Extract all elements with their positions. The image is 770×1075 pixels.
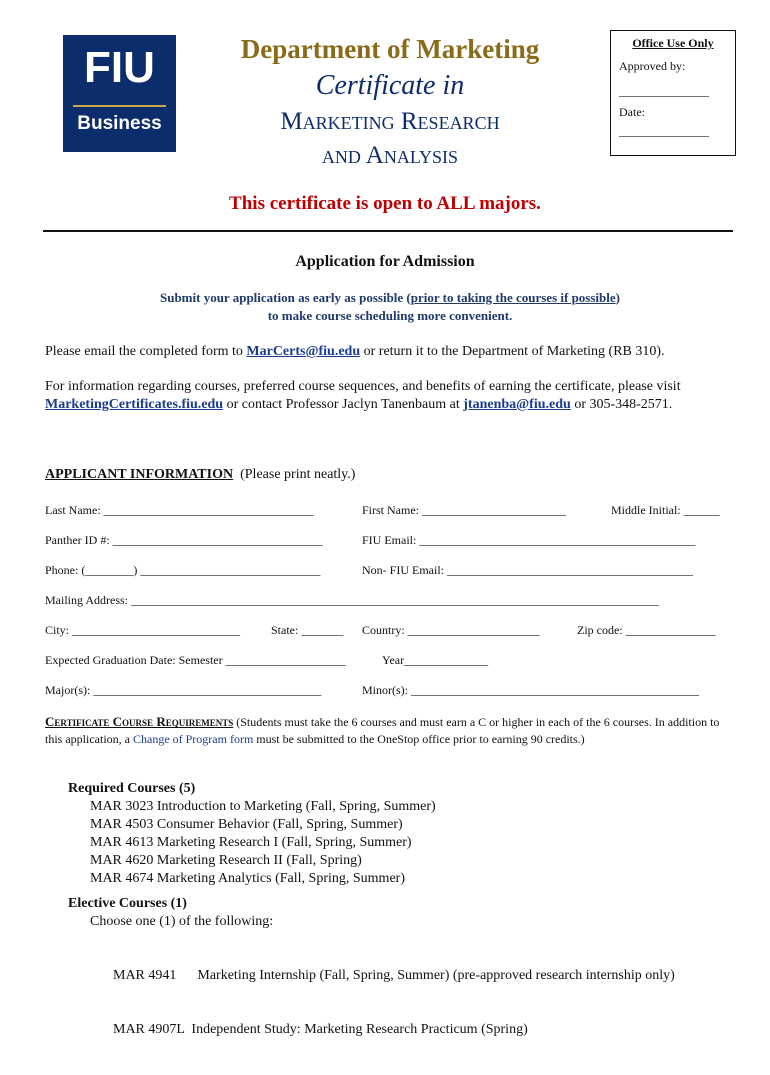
email-link[interactable]: MarCerts@fiu.edu <box>246 344 361 359</box>
requirements-heading: Certificate Course Requirements <box>45 714 234 729</box>
application-title: Application for Admission <box>295 253 475 270</box>
program-title-line2: and Analysis <box>321 142 459 169</box>
info-instructions: For information regarding courses, preferred course sequences, and benefits of earning the certificate, please visit MarketingCertificates.fiu.edu or contact Professor Jaclyn Tanenbaum at jtanenba@fiu.edu or 305-348-2571. <box>45 379 681 412</box>
majors-field[interactable]: Major(s): ______________________________________ <box>45 683 322 697</box>
list-item: MAR 4503 Consumer Behavior (Fall, Spring, Summer) <box>90 817 403 832</box>
header-divider <box>43 230 733 232</box>
certificate-title: Certificate in <box>315 70 465 101</box>
office-use-box <box>610 30 736 156</box>
first-name-field[interactable]: First Name: ________________________ <box>362 503 566 517</box>
list-item: MAR 4907L Independent Study: Marketing Research Practicum (Spring) <box>113 1022 528 1037</box>
approved-by-label: Approved by: <box>619 59 686 73</box>
logo-divider <box>73 105 166 107</box>
department-title: Department of Marketing <box>240 34 540 64</box>
elective-choose-text: Choose one (1) of the following: <box>90 914 274 929</box>
middle-initial-field[interactable]: Middle Initial: ______ <box>611 503 720 517</box>
zip-code-field[interactable]: Zip code: _______________ <box>577 623 716 637</box>
minors-field[interactable]: Minor(s): ________________________________________________ <box>362 683 699 697</box>
program-title-line1: Marketing Research <box>280 108 500 135</box>
list-item: MAR 4674 Marketing Analytics (Fall, Spring, Summer) <box>90 871 405 886</box>
office-use-title: Office Use Only <box>632 36 714 50</box>
non-fiu-email-field[interactable]: Non- FIU Email: _________________________________________ <box>362 563 693 577</box>
logo-business-text: Business <box>77 113 162 134</box>
elective-courses-heading: Elective Courses (1) <box>68 896 187 911</box>
mailing-address-field[interactable]: Mailing Address: ________________________________________________________________________________________ <box>45 593 659 607</box>
state-field[interactable]: State: _______ <box>271 623 344 637</box>
open-to-all-note: This certificate is open to ALL majors. <box>229 193 541 214</box>
email-instructions: Please email the completed form to MarCerts@fiu.edu or return it to the Department of Marketing (RB 310). <box>45 344 665 359</box>
change-of-program-link[interactable]: Change of Program form <box>132 732 254 746</box>
professor-email-link[interactable]: jtanenba@fiu.edu <box>463 397 571 412</box>
graduation-year-field[interactable]: Year______________ <box>382 653 489 667</box>
list-item: MAR 3023 Introduction to Marketing (Fall, Spring, Summer) <box>90 799 436 814</box>
country-field[interactable]: Country: ______________________ <box>362 623 540 637</box>
last-name-field[interactable]: Last Name: ___________________________________ <box>45 503 314 517</box>
submit-notice: Submit your application as early as possible (prior to taking the courses if possible) to make course scheduling more convenient. <box>159 290 620 323</box>
applicant-info-heading: APPLICANT INFORMATION (Please print neatly.) <box>45 467 356 482</box>
date-field[interactable]: _______________ <box>619 124 709 138</box>
requirements-paragraph: Certificate Course Requirements (Students must take the 6 courses and must earn a C or higher in each of the 6 courses. In addition to this application, a Change of Program form must be submitted to the OneStop office prior to earning 90 credits.) <box>45 714 720 746</box>
list-item: MAR 4613 Marketing Research I (Fall, Spring, Summer) <box>90 835 412 850</box>
fiu-business-logo <box>63 35 176 152</box>
website-link[interactable]: MarketingCertificates.fiu.edu <box>45 397 224 412</box>
fiu-email-field[interactable]: FIU Email: ______________________________________________ <box>362 533 696 547</box>
approved-by-field[interactable]: _______________ <box>619 84 709 98</box>
list-item: MAR 4620 Marketing Research II (Fall, Spring) <box>90 853 362 868</box>
required-courses-heading: Required Courses (5) <box>68 781 196 796</box>
list-item: MAR 4941 Marketing Internship (Fall, Spring, Summer) (pre-approved research internship only) <box>113 968 675 983</box>
graduation-semester-field[interactable]: Expected Graduation Date: Semester ____________________ <box>45 653 346 667</box>
panther-id-field[interactable]: Panther ID #: ___________________________________ <box>45 533 323 547</box>
phone-field[interactable]: Phone: (________) ______________________________ <box>45 563 321 577</box>
city-field[interactable]: City: ____________________________ <box>45 623 241 637</box>
elective-courses <box>68 895 675 1075</box>
logo-fiu-text: FIU <box>84 43 155 92</box>
required-courses <box>68 780 436 888</box>
submit-notice-underlined: prior to taking the courses if possible <box>410 290 616 305</box>
date-label: Date: <box>619 105 645 119</box>
